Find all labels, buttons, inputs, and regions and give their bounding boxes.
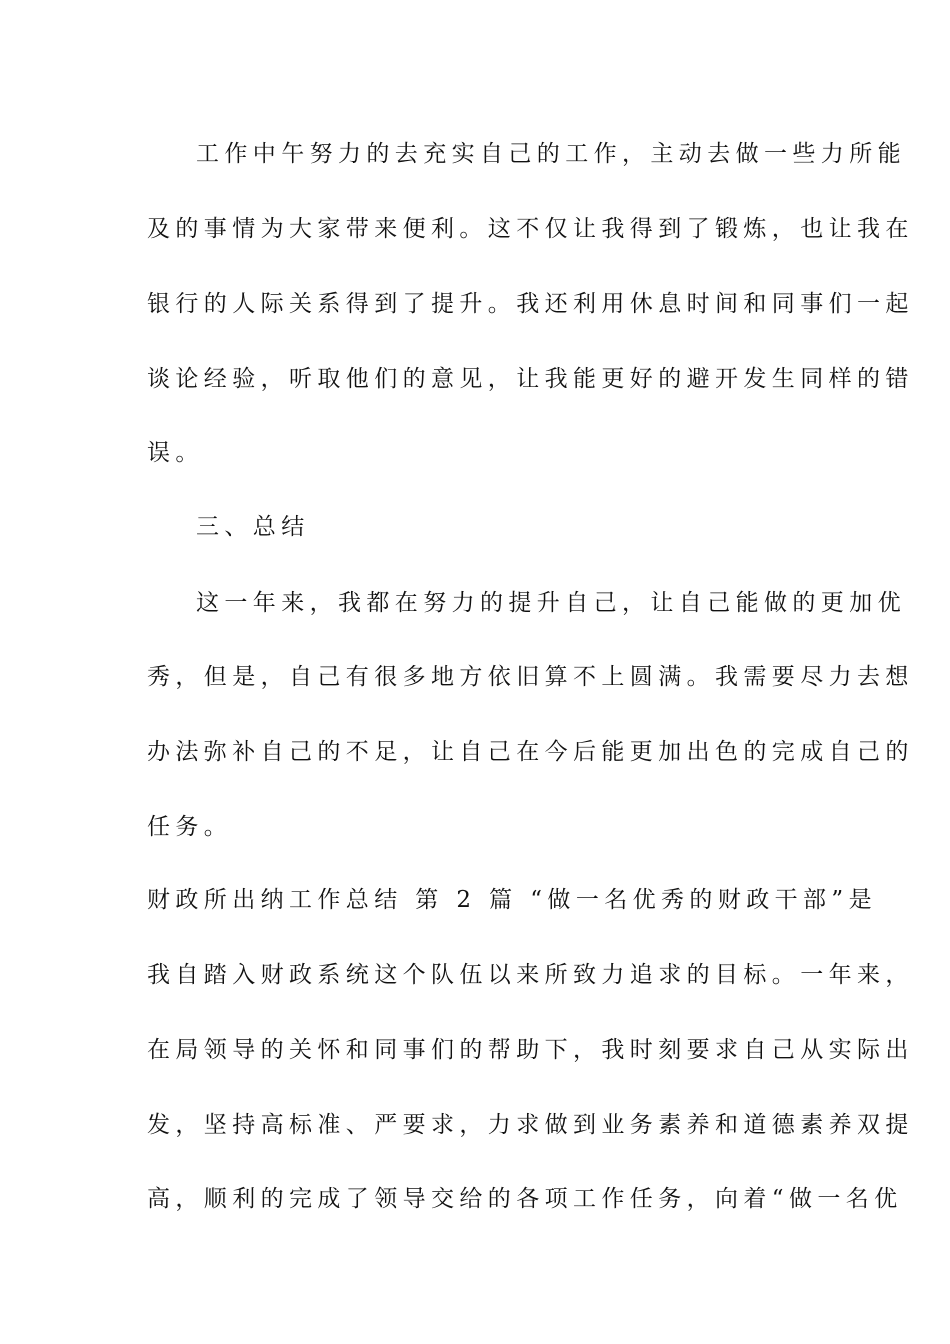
paragraph-line: 在局领导的关怀和同事们的帮助下，我时刻要求自己从实际出 [147, 1037, 914, 1063]
paragraph-line: 秀，但是，自己有很多地方依旧算不上圆满。我需要尽力去想 [147, 664, 914, 690]
paragraph-line: 我自踏入财政系统这个队伍以来所致力追求的目标。一年来， [147, 962, 914, 988]
paragraph-line: 任务。 [147, 814, 233, 840]
paragraph-line: 这一年来，我都在努力的提升自己，让自己能做的更加优 [196, 590, 906, 616]
paragraph-line: 工作中午努力的去充实自己的工作，主动去做一些力所能 [196, 141, 906, 167]
paragraph-line: 发，坚持高标准、严要求，力求做到业务素养和道德素养双提 [147, 1112, 914, 1138]
paragraph-line: 银行的人际关系得到了提升。我还利用休息时间和同事们一起 [147, 291, 914, 317]
paragraph-line: 高，顺利的完成了领导交给的各项工作任务，向着“做一名优 [147, 1186, 903, 1212]
section-heading: 三、总结 [196, 514, 310, 540]
article-title-line: 财政所出纳工作总结 第 2 篇 “做一名优秀的财政干部”是 [147, 887, 877, 913]
paragraph-line: 办法弥补自己的不足，让自己在今后能更加出色的完成自己的 [147, 739, 914, 765]
paragraph-line: 及的事情为大家带来便利。这不仅让我得到了锻炼，也让我在 [147, 216, 914, 242]
paragraph-line: 误。 [147, 440, 204, 466]
paragraph-line: 谈论经验，听取他们的意见，让我能更好的避开发生同样的错 [147, 366, 914, 392]
